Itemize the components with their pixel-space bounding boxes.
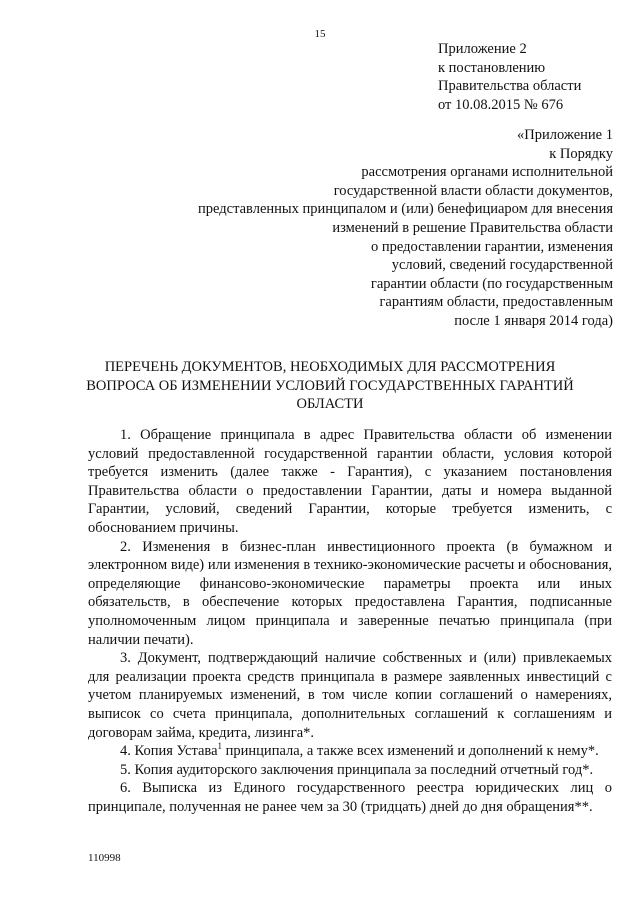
- document-body: [88, 426, 612, 816]
- appendix-1-line: изменений в решение Правительства области: [332, 219, 613, 236]
- appendix-2-line: Приложение 2: [438, 41, 527, 57]
- page-number: 15: [314, 28, 326, 40]
- document-title: [60, 358, 600, 414]
- title-line: ПЕРЕЧЕНЬ ДОКУМЕНТОВ, НЕОБХОДИМЫХ ДЛЯ РАССМОТРЕНИЯ: [104, 359, 556, 375]
- appendix-2-header: [438, 40, 581, 114]
- list-item-3: 3. Документ, подтверждающий наличие собственных и (или) привлекаемых для реализации проекта средств принципала в размере заявленных инвестиций с учетом планируемых изменений, в том числе копии соглашений о намерениях, выписок со счета принципала, дополнительных соглашений к соглашениям и договорам займа, кредита, лизинга*.: [88, 650, 612, 741]
- list-item-2: 2. Изменения в бизнес-план инвестиционного проекта (в бумажном и электронном виде) или изменения в технико-экономические расчеты и обоснования, определяющие финансово-экономические параметры проекта или иных обязательств, в обеспечение которых предоставлена Гарантия, подписанные уполномоченным лицом принципала и заверенные печатью принципала (при наличии печати).: [88, 538, 612, 648]
- list-item-4-text-rest: принципала, а также всех изменений и дополнений к нему*.: [222, 743, 599, 760]
- footnote-ref: 1: [217, 741, 223, 752]
- list-item-5: 5. Копия аудиторского заключения принципала за последний отчетный год*.: [120, 761, 594, 778]
- appendix-1-line: гарантиям области, предоставленным: [379, 294, 613, 311]
- appendix-2-line: Правительства области: [438, 78, 582, 95]
- title-line: ВОПРОСА ОБ ИЗМЕНЕНИИ УСЛОВИЙ ГОСУДАРСТВЕННЫХ ГАРАНТИЙ: [86, 377, 574, 394]
- appendix-1-line: рассмотрения органами исполнительной: [361, 164, 613, 181]
- list-item-6: 6. Выписка из Единого государственного реестра юридических лиц о принципале, полученная не ранее чем за 30 (тридцать) дней до дня обращения**.: [88, 780, 612, 815]
- list-item-4: [88, 742, 612, 761]
- list-item-4-text: 4. Копия Устава: [120, 743, 218, 760]
- appendix-1-line: представленных принципалом и (или) бенефициаром для внесения: [198, 201, 613, 218]
- footer-code: 110998: [88, 852, 121, 864]
- list-item-1: 1. Обращение принципала в адрес Правительства области об изменении условий предоставленной государственной гарантии области, условия которой требуется изменить (далее также - Гарантия), с указанием постановления Правительства области о предоставлении Гарантии, даты и номера выданной Гарантии, условий, сведений Гарантии, которые требуется изменить, с обоснованием причины.: [88, 427, 612, 536]
- appendix-1-line: к Порядку: [549, 145, 613, 162]
- appendix-1-line: после 1 января 2014 года): [454, 312, 613, 329]
- title-line: ОБЛАСТИ: [296, 396, 364, 413]
- appendix-1-line: «Приложение 1: [517, 127, 613, 143]
- appendix-1-line: о предоставлении гарантии, изменения: [371, 238, 613, 255]
- appendix-1-header: [198, 126, 613, 331]
- appendix-2-line: от 10.08.2015 № 676: [438, 96, 564, 113]
- appendix-1-line: условий, сведений государственной: [391, 257, 613, 274]
- appendix-1-line: гарантии области (по государственным: [370, 275, 613, 292]
- appendix-2-line: к постановлению: [438, 59, 546, 76]
- appendix-1-line: государственной власти области документов,: [333, 182, 613, 199]
